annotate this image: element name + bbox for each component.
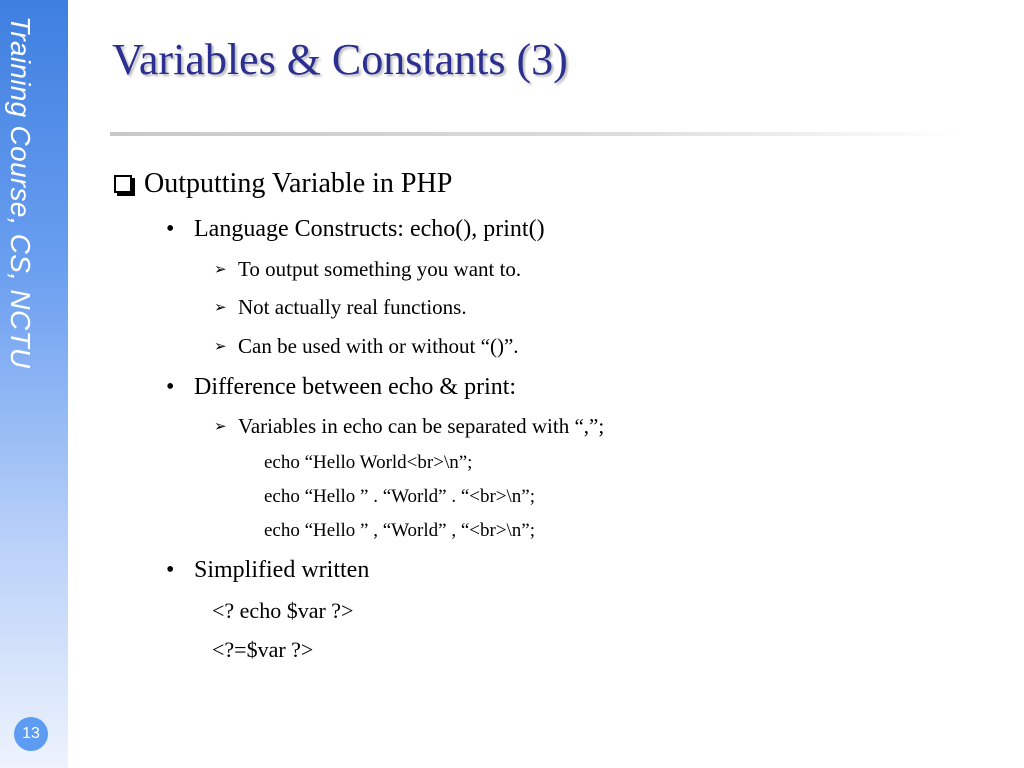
arrowhead-icon: ➢ — [214, 298, 227, 316]
bullet-dot-icon: • — [166, 374, 175, 400]
code-line: <?=$var ?> — [212, 637, 314, 662]
section-heading — [114, 168, 452, 200]
checkbox-square-icon — [114, 175, 132, 193]
slide-title: Variables & Constants (3) — [112, 35, 568, 84]
bullet-dot-icon: • — [166, 216, 175, 242]
code-line: echo “Hello ” , “World” , “<br>\n”; — [264, 520, 536, 541]
bullet-item — [166, 374, 516, 401]
arrowhead-icon: ➢ — [214, 260, 227, 278]
sub-item — [214, 334, 519, 359]
sidebar — [0, 0, 68, 768]
code-line: echo “Hello ” . “World” . “<br>\n”; — [264, 486, 536, 507]
bullet-dot-icon: • — [166, 557, 175, 583]
sub-item-text: Can be used with or without “()”. — [238, 334, 519, 358]
sub-item-text: Not actually real functions. — [238, 295, 467, 319]
section-heading-text: Outputting Variable in PHP — [144, 168, 453, 199]
sub-item-text: To output something you want to. — [238, 257, 522, 281]
bullet-item — [166, 557, 369, 584]
bullet-item — [166, 216, 545, 243]
bullet-text: Difference between echo & print: — [194, 374, 517, 400]
sub-item — [214, 257, 521, 282]
page-number-badge: 13 — [14, 717, 48, 751]
code-line: <? echo $var ?> — [212, 598, 354, 623]
sub-item — [214, 414, 604, 439]
bullet-text: Simplified written — [194, 557, 370, 583]
arrowhead-icon: ➢ — [214, 417, 227, 435]
title-divider — [110, 132, 960, 136]
bullet-text: Language Constructs: echo(), print() — [194, 216, 545, 242]
sub-item-text: Variables in echo can be separated with “,”; — [238, 414, 605, 438]
code-line: echo “Hello World<br>\n”; — [264, 452, 473, 473]
arrowhead-icon: ➢ — [214, 337, 227, 355]
sidebar-course-label: Training Course, CS, NCTU — [5, 16, 36, 369]
sub-item — [214, 295, 467, 320]
